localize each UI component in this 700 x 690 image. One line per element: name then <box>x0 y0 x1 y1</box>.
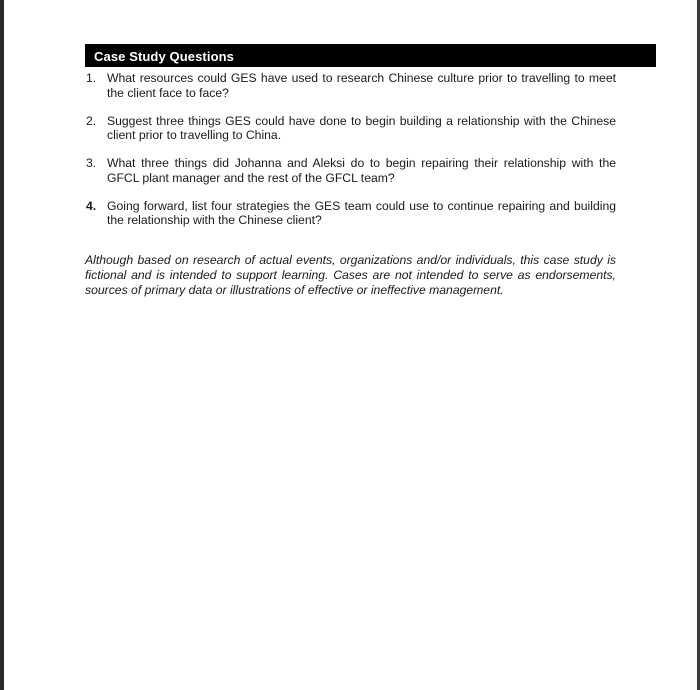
question-number: 2. <box>86 113 97 128</box>
question-text: What resources could GES have used to research Chinese culture prior to travelling to meet the client face to face? <box>107 71 616 100</box>
question-text: What three things did Johanna and Aleksi do to begin repairing their relationship with the GFCL plant manager and the rest of the GFCL team? <box>107 156 616 185</box>
question-item <box>85 156 656 185</box>
question-number: 3. <box>86 156 97 170</box>
question-item <box>85 114 656 143</box>
disclaimer-text: Although based on research of actual events, organizations and/or individuals, this case study is fictional and is intended to support learning. Cases are not intended to serve as endorsements, sources of primary data or illustrations of effective or ineffective management. <box>85 252 616 297</box>
question-text: Going forward, list four strategies the GES team could use to continue repairing and building the relationship with the Chinese client? <box>107 198 616 227</box>
section-heading: Case Study Questions <box>85 44 656 67</box>
question-number: 4. <box>86 198 97 213</box>
questions-list <box>85 71 656 228</box>
question-text: Suggest three things GES could have done to begin building a relationship with the Chinese client prior to travelling to China. <box>107 113 616 142</box>
question-item <box>85 199 656 228</box>
question-number: 1. <box>86 71 97 85</box>
question-item <box>85 71 656 100</box>
left-border <box>0 0 4 690</box>
document-page <box>85 44 656 310</box>
